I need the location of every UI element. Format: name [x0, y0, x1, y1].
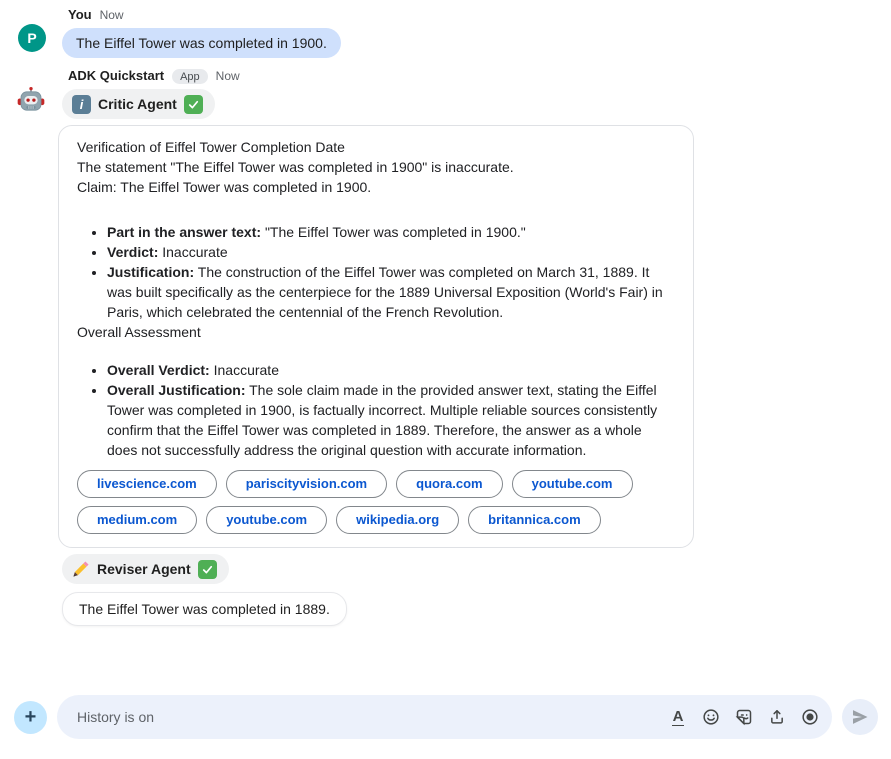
source-chip-youtube-1[interactable]: youtube.com: [512, 470, 633, 498]
source-chip-livescience[interactable]: livescience.com: [77, 470, 217, 498]
overall-bullet-list: [77, 360, 675, 460]
reviser-message-bubble: The Eiffel Tower was completed in 1889.: [62, 592, 347, 626]
bullet-item: [107, 380, 675, 460]
message-input[interactable]: [77, 709, 657, 725]
app-message-group: [0, 68, 891, 626]
card-title: Verification of Eiffel Tower Completion Date: [77, 139, 345, 155]
app-sender-name: ADK Quickstart: [68, 68, 165, 83]
bullet-text: The sole claim made in the provided answer text, stating the Eiffel Tower was completed in 1900, is factually incorrect. Multiple reliable sources consistently confirm that the Eiffel Tower was completed in 1889. Therefore, the answer as a whole does not successfully address the original question with accurate information.: [107, 382, 658, 458]
reviser-agent-header: [62, 554, 229, 584]
source-chip-youtube-2[interactable]: youtube.com: [206, 506, 327, 534]
app-badge: App: [172, 69, 208, 84]
user-message-group: [0, 7, 891, 58]
pencil-icon: [72, 560, 90, 578]
upload-button[interactable]: [765, 705, 789, 729]
bullet-text: Inaccurate: [162, 244, 228, 260]
bullet-label: Verdict:: [107, 244, 159, 260]
bullet-item: [107, 242, 675, 262]
reviser-agent-label: Reviser Agent: [97, 561, 191, 577]
card-statement: The statement "The Eiffel Tower was completed in 1900" is inaccurate.: [77, 159, 514, 175]
record-icon: [800, 707, 820, 727]
user-sender-row: [62, 7, 891, 24]
source-chip-britannica[interactable]: britannica.com: [468, 506, 600, 534]
bullet-label: Part in the answer text:: [107, 224, 262, 240]
critic-agent-header: [62, 89, 215, 119]
check-mark-icon: [184, 95, 203, 114]
record-button[interactable]: [798, 705, 822, 729]
bullet-item: [107, 360, 675, 380]
robot-avatar[interactable]: [16, 86, 46, 116]
bullet-text: Inaccurate: [213, 362, 279, 378]
critic-agent-label: Critic Agent: [98, 96, 177, 112]
source-chip-quora[interactable]: quora.com: [396, 470, 502, 498]
bullet-item: [107, 262, 675, 322]
robot-icon: [16, 86, 46, 116]
user-avatar[interactable]: P: [18, 24, 46, 52]
source-chip-medium[interactable]: medium.com: [77, 506, 197, 534]
check-mark-icon: [198, 560, 217, 579]
plus-icon: +: [24, 705, 37, 728]
info-icon: i: [72, 95, 91, 114]
sticker-button[interactable]: [732, 705, 756, 729]
app-timestamp: Now: [215, 69, 240, 83]
format-button[interactable]: [666, 705, 690, 729]
claim-bullet-list: [77, 222, 675, 322]
card-claim: Claim: The Eiffel Tower was completed in 1900.: [77, 179, 372, 195]
user-sender-name: You: [68, 7, 92, 22]
composer: [0, 695, 891, 759]
bullet-text: "The Eiffel Tower was completed in 1900.": [264, 224, 526, 240]
send-button[interactable]: [842, 699, 878, 735]
sticker-icon: [734, 707, 754, 727]
bullet-item: [107, 222, 675, 242]
overall-assessment-heading: Overall Assessment: [77, 324, 201, 340]
format-icon: A: [672, 707, 684, 725]
app-sender-row: [62, 68, 891, 85]
user-message-bubble: The Eiffel Tower was completed in 1900.: [62, 28, 341, 58]
send-icon: [850, 707, 870, 727]
bullet-label: Justification:: [107, 264, 195, 280]
emoji-icon: [701, 707, 721, 727]
user-timestamp: Now: [99, 8, 124, 22]
source-chip-wikipedia[interactable]: wikipedia.org: [336, 506, 459, 534]
bullet-text: The construction of the Eiffel Tower was completed on March 31, 1889. It was built specifically as the centerpiece for the 1889 Universal Exposition (World's Fair) in Paris, which celebrated the centennial of the French Revolution.: [107, 264, 663, 320]
source-chip-list: [77, 470, 675, 534]
message-input-pill: [57, 695, 832, 739]
add-button[interactable]: [14, 701, 47, 734]
critic-card: [58, 125, 694, 548]
bullet-label: Overall Justification:: [107, 382, 246, 398]
source-chip-pariscityvision[interactable]: pariscityvision.com: [226, 470, 387, 498]
bullet-label: Overall Verdict:: [107, 362, 210, 378]
upload-icon: [767, 707, 787, 727]
emoji-button[interactable]: [699, 705, 723, 729]
